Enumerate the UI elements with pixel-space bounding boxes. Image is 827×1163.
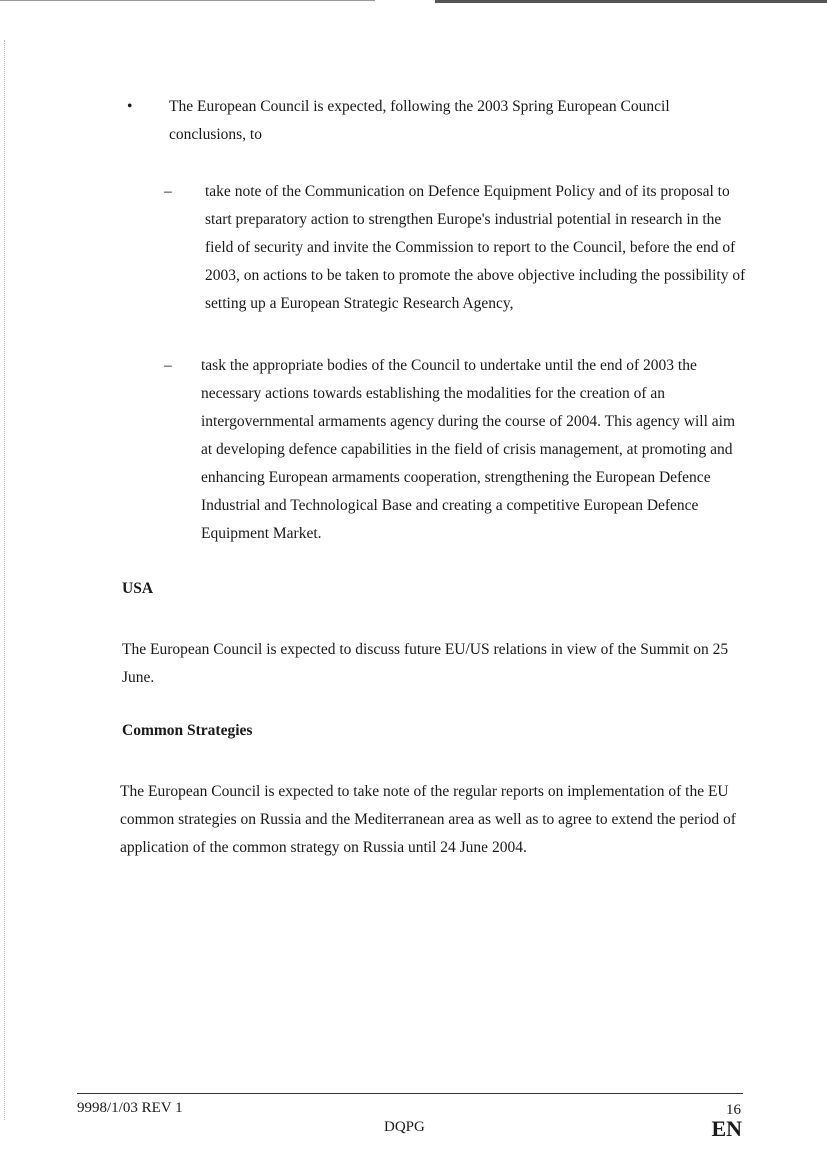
section-heading-usa: USA bbox=[122, 580, 154, 597]
footer-language-code: EN bbox=[711, 1116, 742, 1141]
footer-page-number: 16 bbox=[726, 1102, 741, 1118]
section-body-common-strategies: The European Council is expected to take note of the regular reports on implementation of the EU common strategies on Russia and the Mediterranean area as well as to agree to extend the period of application of the common strategy on Russia until 24 June 2004. bbox=[120, 783, 736, 856]
subitem-text-2: task the appropriate bodies of the Council to undertake until the end of 2003 the necessary actions towards establishing the modalities for the creation of an intergovernmental armaments agency during the course of 2004. This agency will aim at developing defence capabilities in the field of crisis management, at promoting and enhancing European armaments cooperation, strengthening the European Defence Industrial and Technological Base and creating a competitive European Defence Equipment Market. bbox=[201, 357, 736, 542]
bullet-text-intro: The European Council is expected, following the 2003 Spring European Council conclusions, to bbox=[169, 98, 670, 143]
dash-marker-1: – bbox=[164, 183, 172, 200]
dash-marker-2: – bbox=[164, 357, 172, 374]
subitem-text-1: take note of the Communication on Defence Equipment Policy and of its proposal to start preparatory action to strengthen Europe's industrial potential in research in the field of security and invite the Commission to report to the Council, before the end of 2003, on actions to be taken to promote the above objective including the possibility of setting up a European Strategic Research Agency, bbox=[205, 183, 746, 312]
footer-divider bbox=[77, 1093, 743, 1094]
section-body-usa: The European Council is expected to discuss future EU/US relations in view of the Summit on 25 June. bbox=[122, 641, 729, 686]
scan-top-edge-bar bbox=[435, 0, 827, 3]
scan-left-edge-line bbox=[4, 40, 5, 1120]
footer-document-reference: 9998/1/03 REV 1 bbox=[77, 1100, 183, 1116]
section-heading-common-strategies: Common Strategies bbox=[122, 722, 253, 739]
scan-top-edge-line bbox=[0, 0, 375, 1]
bullet-marker: • bbox=[127, 98, 133, 115]
footer-department-code: DQPG bbox=[384, 1119, 425, 1135]
